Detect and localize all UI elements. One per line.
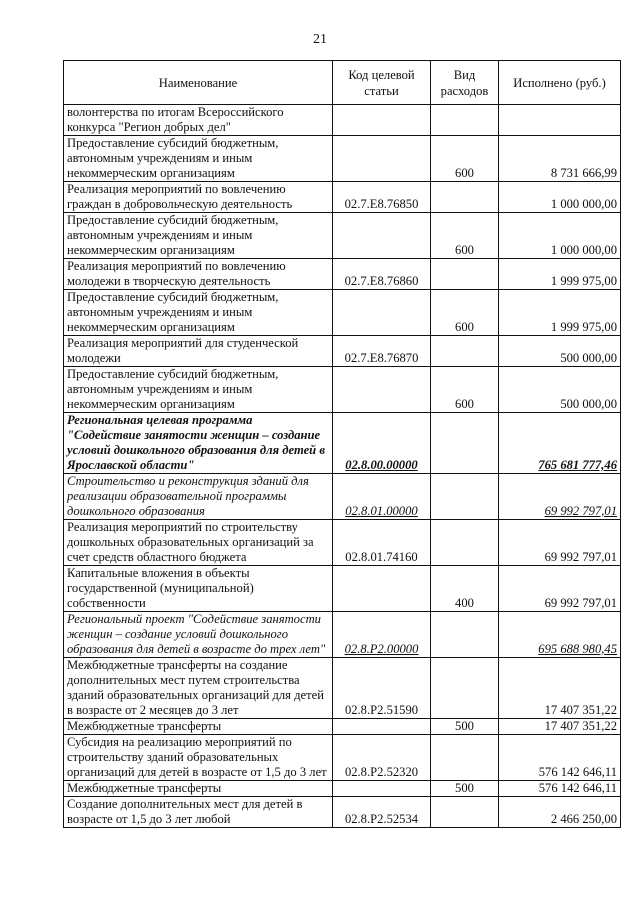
cell-amount: 8 731 666,99 <box>499 136 621 182</box>
cell-amount: 69 992 797,01 <box>499 566 621 612</box>
table-row <box>64 474 621 520</box>
cell-kind: 400 <box>431 566 499 612</box>
table-header-row <box>64 61 621 105</box>
table-row <box>64 719 621 735</box>
cell-amount: 500 000,00 <box>499 336 621 367</box>
cell-code: 02.7.E8.76860 <box>333 259 431 290</box>
cell-amount: 2 466 250,00 <box>499 797 621 828</box>
cell-kind <box>431 735 499 781</box>
cell-kind: 600 <box>431 136 499 182</box>
table-row <box>64 797 621 828</box>
table-row <box>64 136 621 182</box>
table-row <box>64 735 621 781</box>
cell-code <box>333 290 431 336</box>
budget-table <box>63 60 621 828</box>
cell-name: Региональная целевая программа "Содействие занятости женщин – создание условий дошкольного образования для детей в Ярославской области" <box>64 413 333 474</box>
cell-name: Межбюджетные трансферты <box>64 719 333 735</box>
header-amount: Исполнено (руб.) <box>499 61 621 105</box>
table-row <box>64 259 621 290</box>
cell-code: 02.8.P2.52320 <box>333 735 431 781</box>
cell-kind <box>431 474 499 520</box>
header-name: Наименование <box>64 61 333 105</box>
cell-name: Межбюджетные трансферты <box>64 781 333 797</box>
cell-amount: 576 142 646,11 <box>499 735 621 781</box>
cell-amount <box>499 105 621 136</box>
cell-kind <box>431 612 499 658</box>
cell-name: волонтерства по итогам Всероссийского конкурса "Регион добрых дел" <box>64 105 333 136</box>
cell-code <box>333 719 431 735</box>
cell-name: Межбюджетные трансферты на создание дополнительных мест путем строительства зданий образовательных организаций для детей в возрасте от 2 месяцев до 3 лет <box>64 658 333 719</box>
cell-code: 02.8.P2.52534 <box>333 797 431 828</box>
cell-name: Субсидия на реализацию мероприятий по строительству зданий образовательных организаций для детей в возрасте от 1,5 до 3 лет <box>64 735 333 781</box>
cell-amount: 500 000,00 <box>499 367 621 413</box>
cell-name: Реализация мероприятий по строительству дошкольных образовательных организаций за счет средств областного бюджета <box>64 520 333 566</box>
table-row <box>64 781 621 797</box>
cell-code <box>333 213 431 259</box>
table-row <box>64 658 621 719</box>
cell-amount: 1 000 000,00 <box>499 182 621 213</box>
cell-name: Реализация мероприятий для студенческой молодежи <box>64 336 333 367</box>
cell-code: 02.8.01.74160 <box>333 520 431 566</box>
cell-name: Предоставление субсидий бюджетным, автономным учреждениям и иным некоммерческим организациям <box>64 367 333 413</box>
cell-kind <box>431 336 499 367</box>
cell-amount: 765 681 777,46 <box>499 413 621 474</box>
table-row <box>64 336 621 367</box>
cell-code <box>333 105 431 136</box>
cell-kind <box>431 797 499 828</box>
cell-code <box>333 136 431 182</box>
cell-amount: 17 407 351,22 <box>499 719 621 735</box>
table-row <box>64 182 621 213</box>
cell-name: Строительство и реконструкция зданий для реализации образовательной программы дошкольного образования <box>64 474 333 520</box>
cell-code: 02.8.00.00000 <box>333 413 431 474</box>
cell-name: Предоставление субсидий бюджетным, автономным учреждениям и иным некоммерческим организациям <box>64 290 333 336</box>
cell-kind: 600 <box>431 367 499 413</box>
cell-name: Реализация мероприятий по вовлечению молодежи в творческую деятельность <box>64 259 333 290</box>
table-row <box>64 367 621 413</box>
cell-amount: 17 407 351,22 <box>499 658 621 719</box>
cell-amount: 695 688 980,45 <box>499 612 621 658</box>
table-row <box>64 213 621 259</box>
cell-kind <box>431 259 499 290</box>
table-row <box>64 520 621 566</box>
cell-code: 02.8.01.00000 <box>333 474 431 520</box>
table-row <box>64 566 621 612</box>
page-number: 21 <box>313 32 327 47</box>
cell-name: Капитальные вложения в объекты государственной (муниципальной) собственности <box>64 566 333 612</box>
cell-kind <box>431 105 499 136</box>
cell-name: Региональный проект "Содействие занятости женщин – создание условий дошкольного образования для детей в возрасте до трех лет" <box>64 612 333 658</box>
cell-kind <box>431 520 499 566</box>
table-row <box>64 612 621 658</box>
table-body <box>64 105 621 828</box>
cell-name: Реализация мероприятий по вовлечению граждан в добровольческую деятельность <box>64 182 333 213</box>
cell-name: Создание дополнительных мест для детей в возрасте от 1,5 до 3 лет любой <box>64 797 333 828</box>
cell-amount: 1 999 975,00 <box>499 259 621 290</box>
cell-kind: 600 <box>431 290 499 336</box>
cell-kind <box>431 658 499 719</box>
header-code: Код целевой статьи <box>333 61 431 105</box>
cell-code <box>333 367 431 413</box>
cell-code: 02.8.P2.51590 <box>333 658 431 719</box>
table-row <box>64 290 621 336</box>
cell-amount: 1 999 975,00 <box>499 290 621 336</box>
cell-name: Предоставление субсидий бюджетным, автономным учреждениям и иным некоммерческим организациям <box>64 136 333 182</box>
cell-kind <box>431 182 499 213</box>
cell-code <box>333 781 431 797</box>
cell-kind: 500 <box>431 781 499 797</box>
cell-amount: 69 992 797,01 <box>499 520 621 566</box>
cell-kind <box>431 413 499 474</box>
cell-amount: 1 000 000,00 <box>499 213 621 259</box>
cell-amount: 576 142 646,11 <box>499 781 621 797</box>
header-kind: Вид расходов <box>431 61 499 105</box>
cell-code: 02.7.E8.76850 <box>333 182 431 213</box>
cell-kind: 600 <box>431 213 499 259</box>
cell-code <box>333 566 431 612</box>
cell-code: 02.7.E8.76870 <box>333 336 431 367</box>
table-row <box>64 413 621 474</box>
cell-kind: 500 <box>431 719 499 735</box>
cell-code: 02.8.P2.00000 <box>333 612 431 658</box>
cell-amount: 69 992 797,01 <box>499 474 621 520</box>
cell-name: Предоставление субсидий бюджетным, автономным учреждениям и иным некоммерческим организациям <box>64 213 333 259</box>
table-row <box>64 105 621 136</box>
